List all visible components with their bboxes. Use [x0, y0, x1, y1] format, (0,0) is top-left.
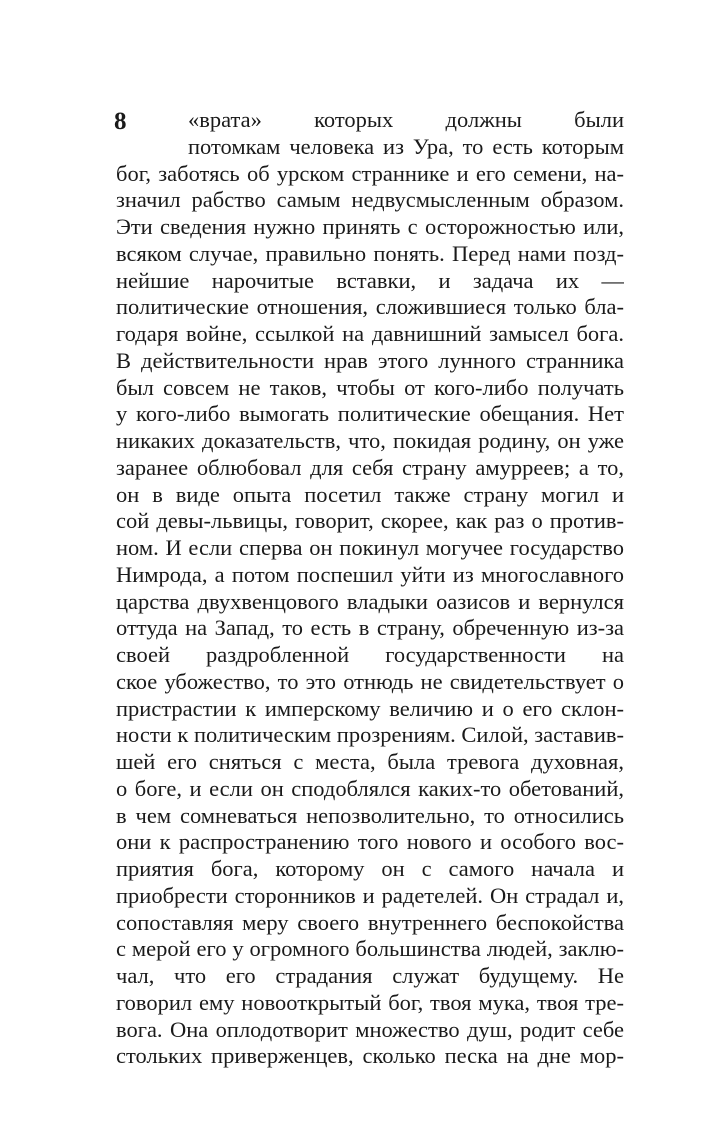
page-number: 8 [114, 108, 127, 135]
text-line: пристрастии к имперскому величию и о его склон- [116, 695, 624, 721]
text-line: бог, заботясь об урском страннике и его семени, на- [116, 160, 624, 186]
text-line: о боге, и если он сподоблялся каких-то обетований, [116, 775, 624, 801]
text-line: вога. Она оплодотворит множество душ, родит себе [116, 1016, 624, 1042]
text-line: в чем сомневаться непозволительно, то относились [116, 802, 624, 828]
text-line: политические отношения, сложившиеся только бла- [116, 294, 624, 320]
text-line: В действительности нрав этого лунного странника [116, 347, 624, 373]
text-line: значил рабство самым недвусмысленным образом. [116, 187, 624, 213]
text-line: чал, что его страдания служат будущему. Не [116, 963, 624, 988]
text-line: сой девы-львицы, говорит, скорее, как раз о против- [116, 508, 624, 534]
text-line: ности к политическим прозрениям. Силой, заставив- [116, 722, 624, 748]
text-line: был совсем не таков, чтобы от кого-либо получать [116, 374, 624, 400]
text-line: годаря войне, ссылкой на давнишний замысел бога. [116, 321, 624, 346]
text-line: заранее облюбовал для себя страну амурреев; а то, [116, 454, 624, 480]
text-line: своей раздробленной государственности на [116, 642, 624, 667]
text-line: царства двухвенцового владыки оазисов и вернулся [116, 588, 624, 614]
text-line: сопоставляя меру своего внутреннего беспокойства [116, 909, 624, 935]
text-line: он в виде опыта посетил также страну могил и [116, 481, 624, 507]
text-line: шей его сняться с места, была тревога духовная, [116, 749, 624, 774]
text-line: Нимрода, а потом поспешил уйти из многославного [116, 561, 624, 587]
text-line: «врата» которых должны были [188, 107, 624, 132]
text-line: ское убожество, то это отнюдь не свидетельствует о [116, 668, 624, 694]
text-line: Эти сведения нужно принять с осторожностью или, [116, 214, 624, 239]
text-line: они к распространению того нового и особого вос- [116, 829, 624, 855]
text-line: всяком случае, правильно понять. Перед нами позд- [116, 240, 624, 266]
text-line: ном. И если сперва он покинул могучее государство [116, 535, 624, 560]
text-line: у кого-либо вымогать политические обещания. Нет [116, 401, 624, 427]
text-line: с мерой его у огромного большинства людей, заклю- [116, 936, 624, 962]
text-line: оттуда на Запад, то есть в страну, обреченную из-за [116, 615, 624, 641]
text-line: нейшие нарочитые вставки, и задача их — [116, 267, 624, 293]
body-text [116, 107, 624, 1070]
text-line: приобрести сторонников и радетелей. Он страдал и, [116, 882, 624, 908]
text-line: стольких приверженцев, сколько песка на дне мор- [116, 1043, 624, 1069]
text-line: говорил ему новооткрытый бог, твоя мука, твоя тре- [116, 989, 624, 1015]
text-line: никаких доказательств, что, покидая родину, он уже [116, 428, 624, 453]
text-line: приятия бога, которому он с самого начала и [116, 856, 624, 881]
text-line: потомкам человека из Ура, то есть которым [188, 133, 624, 159]
